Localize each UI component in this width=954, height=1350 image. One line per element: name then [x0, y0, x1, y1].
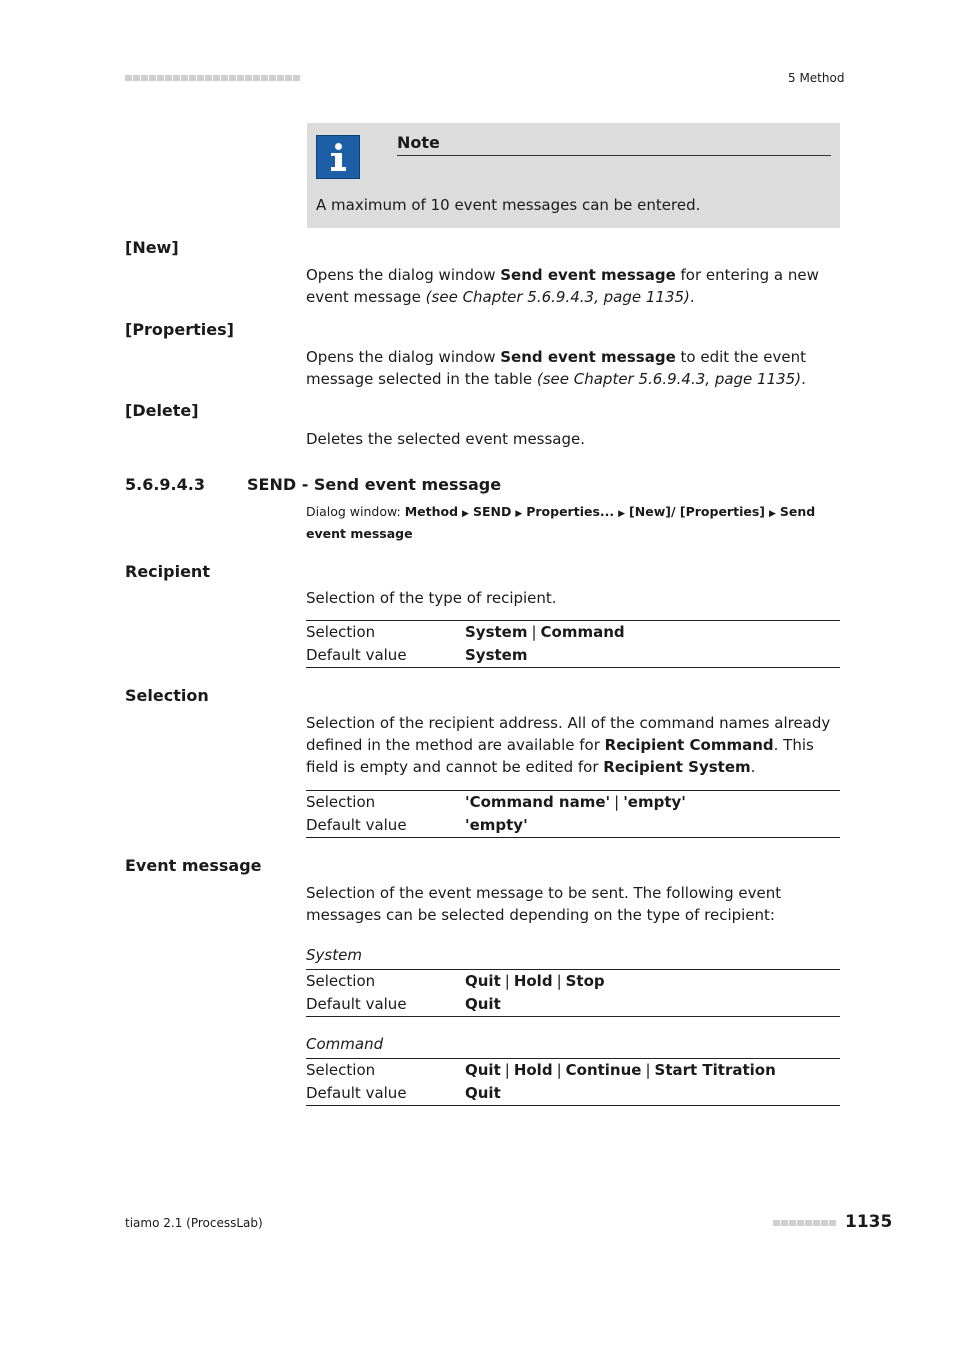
arrow-right-icon: ▶: [768, 509, 776, 519]
selection-label: Selection: [125, 686, 209, 705]
chapter-reference-link[interactable]: (see Chapter 5.6.9.4.3, page 1135): [536, 370, 802, 388]
header-chapter: 5 Method: [788, 71, 845, 85]
table-row: Selection System | Command: [306, 623, 625, 641]
new-button-label: [New]: [125, 238, 179, 257]
dialog-path: Dialog window: Method ▶ SEND ▶ Properties... ▶ [New]/ [Properties] ▶ Send event message: [306, 504, 816, 541]
command-table: [306, 1058, 840, 1106]
table-row: Selection 'Command name' | 'empty': [306, 793, 686, 811]
delete-button-label: [Delete]: [125, 401, 199, 420]
note-box: [307, 123, 840, 228]
note-divider: [397, 155, 831, 156]
note-title: Note: [397, 133, 440, 152]
section-title: SEND - Send event message: [247, 475, 502, 494]
arrow-right-icon: ▶: [618, 509, 626, 519]
table-row: Default value Quit: [306, 1084, 501, 1102]
footer-decoration: [773, 1220, 836, 1226]
table-row: Selection Quit | Hold | Stop: [306, 972, 605, 990]
recipient-label: Recipient: [125, 562, 210, 581]
section-number: 5.6.9.4.3: [125, 475, 205, 494]
recipient-table: [306, 620, 840, 668]
system-table-caption: System: [306, 946, 362, 964]
note-text: A maximum of 10 event messages can be entered.: [316, 196, 701, 214]
properties-button-label: [Properties]: [125, 320, 234, 339]
selection-table: [306, 790, 840, 838]
selection-description: Selection of the recipient address. All of the command names already defined in the method are available for Recipient Command. This field is empty and cannot be edited for Recipient System.: [306, 714, 831, 776]
chapter-reference-link[interactable]: (see Chapter 5.6.9.4.3, page 1135): [425, 288, 690, 306]
arrow-right-icon: ▶: [462, 509, 469, 519]
properties-button-description: Opens the dialog window Send event message to edit the event message selected in the table (see Chapter 5.6.9.4.3, page 1135).: [306, 348, 807, 388]
table-row: Default value Quit: [306, 995, 501, 1013]
info-icon: [316, 135, 360, 179]
command-table-caption: Command: [306, 1035, 384, 1053]
arrow-right-icon: ▶: [515, 509, 523, 519]
table-row: Default value System: [306, 646, 528, 664]
event-message-description: Selection of the event message to be sent. The following event messages can be selected depending on the type of recipient:: [306, 884, 782, 924]
delete-button-description: Deletes the selected event message.: [306, 430, 586, 448]
page-number: 1135: [845, 1212, 893, 1232]
footer-product: tiamo 2.1 (ProcessLab): [125, 1216, 263, 1230]
recipient-description: Selection of the type of recipient.: [306, 589, 557, 607]
header-decoration: [125, 75, 300, 81]
new-button-description: Opens the dialog window Send event message for entering a new event message (see Chapter 5.6.9.4.3, page 1135).: [306, 266, 819, 306]
table-row: Selection Quit | Hold | Continue | Start Titration: [306, 1061, 776, 1079]
event-message-label: Event message: [125, 856, 262, 875]
table-row: Default value 'empty': [306, 816, 528, 834]
system-table: [306, 969, 840, 1017]
